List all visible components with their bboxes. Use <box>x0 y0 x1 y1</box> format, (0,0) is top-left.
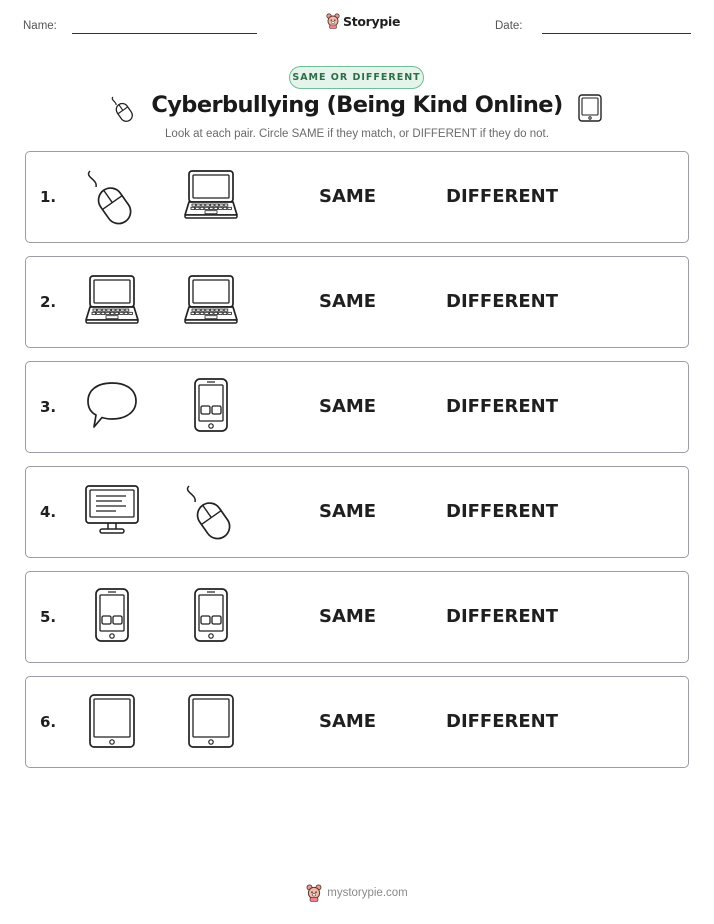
date-label: Date: <box>495 20 523 32</box>
phone-icon <box>181 362 241 452</box>
name-label: Name: <box>23 20 57 32</box>
item-number: 3. <box>40 398 57 416</box>
date-line[interactable] <box>542 33 691 34</box>
bear-icon <box>306 884 322 902</box>
bear-icon <box>326 13 340 29</box>
laptop-icon <box>181 257 241 347</box>
item-number: 6. <box>40 713 57 731</box>
phone-icon <box>82 572 142 662</box>
name-line[interactable] <box>72 33 257 34</box>
speech-bubble-icon <box>82 362 142 452</box>
list-item-2 <box>25 256 689 348</box>
mouse-icon <box>181 467 241 557</box>
footer-link[interactable]: mystorypie.com <box>327 887 408 899</box>
tablet-icon <box>181 677 241 767</box>
phone-icon <box>181 572 241 662</box>
item-number: 4. <box>40 503 57 521</box>
monitor-icon <box>82 467 142 557</box>
different-option[interactable]: DIFFERENT <box>446 501 559 522</box>
list-item-3 <box>25 361 689 453</box>
list-item-1 <box>25 151 689 243</box>
item-number: 5. <box>40 608 57 626</box>
tablet-icon <box>82 677 142 767</box>
different-option[interactable]: DIFFERENT <box>446 711 559 732</box>
list-item-6 <box>25 676 689 768</box>
same-option[interactable]: SAME <box>319 501 377 522</box>
laptop-icon <box>82 257 142 347</box>
activity-badge: SAME OR DIFFERENT <box>289 66 424 89</box>
list-item-4 <box>25 466 689 558</box>
same-option[interactable]: SAME <box>319 186 377 207</box>
different-option[interactable]: DIFFERENT <box>446 606 559 627</box>
instructions: Look at each pair. Circle SAME if they match, or DIFFERENT if they do not. <box>165 128 549 140</box>
mouse-icon <box>108 94 138 128</box>
mouse-icon <box>82 152 142 242</box>
page-title: Cyberbullying (Being Kind Online) <box>151 92 563 118</box>
different-option[interactable]: DIFFERENT <box>446 291 559 312</box>
brand-logo <box>326 13 400 29</box>
footer <box>0 884 714 902</box>
tablet-icon <box>577 93 603 127</box>
same-option[interactable]: SAME <box>319 291 377 312</box>
same-option[interactable]: SAME <box>319 396 377 417</box>
different-option[interactable]: DIFFERENT <box>446 186 559 207</box>
list-item-5 <box>25 571 689 663</box>
same-option[interactable]: SAME <box>319 606 377 627</box>
laptop-icon <box>181 152 241 242</box>
item-number: 1. <box>40 188 57 206</box>
same-option[interactable]: SAME <box>319 711 377 732</box>
different-option[interactable]: DIFFERENT <box>446 396 559 417</box>
item-number: 2. <box>40 293 57 311</box>
brand-name: Storypie <box>343 13 401 29</box>
